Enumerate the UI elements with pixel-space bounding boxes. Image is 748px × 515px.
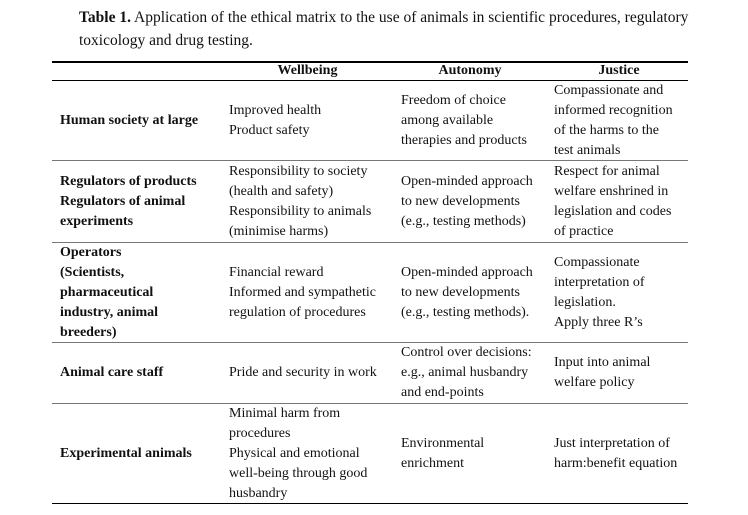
cell-text-line: Environmental	[401, 435, 485, 451]
cell-text-line: Experimental animals	[60, 445, 192, 461]
cell-text-line: welfare policy	[554, 375, 635, 390]
cell-text-line: procedures	[229, 425, 291, 441]
cell-text-line: harm:benefit equation	[554, 455, 678, 471]
cell-text-line: (health and safety)	[229, 183, 334, 199]
cell-text-line: Respect for animal	[554, 163, 660, 179]
row-label-cell	[60, 81, 225, 160]
header-autonomy: Autonomy	[438, 63, 502, 78]
table-caption-text: Application of the ethical matrix to the use of animals in scientific procedures, regulatory toxicology and drug testing.	[79, 9, 689, 49]
wellbeing-cell	[229, 161, 394, 242]
autonomy-cell	[401, 243, 551, 342]
autonomy-cell	[401, 81, 551, 160]
wellbeing-cell	[229, 243, 394, 342]
cell-text-line: Minimal harm from	[229, 405, 341, 421]
row-label-cell	[60, 243, 225, 342]
cell-text-line: test animals	[554, 142, 621, 158]
row-label-cell	[60, 343, 225, 403]
cell-text-line: (e.g., testing methods)	[401, 213, 526, 229]
wellbeing-cell	[229, 343, 394, 403]
justice-cell	[554, 161, 688, 242]
cell-text-line: Operators	[60, 244, 122, 260]
cell-text-line: Compassionate and	[554, 82, 664, 98]
cell-text-line: interpretation of	[554, 274, 645, 290]
cell-text-line: Informed and sympathetic	[229, 284, 376, 300]
cell-text-line: Financial reward	[229, 264, 324, 280]
cell-text-line: Open-minded approach	[401, 264, 533, 280]
cell-text-line: (minimise harms)	[229, 223, 329, 239]
cell-text-line: Human society at large	[60, 112, 199, 128]
cell-text-line: to new developments	[401, 284, 520, 300]
cell-text-line: Just interpretation of	[554, 435, 670, 451]
cell-text-line: of practice	[554, 223, 614, 239]
cell-text-line: Apply three R’s	[554, 314, 643, 330]
cell-text-line: Responsibility to society	[229, 163, 368, 179]
cell-text-line: Regulators of animal	[60, 193, 186, 209]
autonomy-cell	[401, 161, 551, 242]
cell-text-line: among available	[401, 112, 494, 128]
justice-cell	[554, 243, 688, 342]
cell-text-line: Responsibility to animals	[229, 203, 372, 219]
cell-text-line: Animal care staff	[60, 365, 164, 380]
cell-text-line: Physical and emotional	[229, 445, 360, 461]
row-label-cell	[60, 404, 225, 503]
cell-text-line: Pride and security in work	[229, 365, 377, 380]
cell-text-line: Product safety	[229, 122, 310, 138]
cell-text-line: enrichment	[401, 455, 464, 471]
cell-text-line: (Scientists,	[60, 264, 125, 280]
autonomy-cell	[401, 404, 551, 503]
cell-text-line: legislation and codes	[554, 203, 672, 219]
cell-text-line: regulation of procedures	[229, 304, 366, 320]
cell-text-line: and end-points	[401, 385, 484, 400]
cell-text-line: Compassionate	[554, 254, 640, 270]
justice-cell	[554, 404, 688, 503]
cell-text-line: welfare enshrined in	[554, 183, 669, 199]
cell-text-line: breeders)	[60, 324, 117, 340]
wellbeing-cell	[229, 81, 394, 160]
cell-text-line: Freedom of choice	[401, 92, 506, 108]
cell-text-line: to new developments	[401, 193, 520, 209]
cell-text-line: Input into animal	[554, 355, 651, 370]
cell-text-line: industry, animal	[60, 304, 159, 320]
cell-text-line: husbandry	[229, 485, 288, 501]
cell-text-line: Improved health	[229, 102, 322, 118]
table-caption-label: Table 1.	[79, 9, 131, 26]
cell-text-line: legislation.	[554, 294, 616, 310]
cell-text-line: Regulators of products	[60, 173, 197, 189]
autonomy-cell	[401, 343, 551, 403]
cell-text-line: experiments	[60, 213, 134, 229]
header-justice: Justice	[598, 63, 640, 78]
cell-text-line: Open-minded approach	[401, 173, 533, 189]
justice-cell	[554, 343, 688, 403]
cell-text-line: pharmaceutical	[60, 284, 154, 300]
header-wellbeing: Wellbeing	[277, 63, 338, 78]
wellbeing-cell	[229, 404, 394, 503]
cell-text-line: e.g., animal husbandry	[401, 365, 529, 380]
table-caption	[79, 6, 699, 52]
justice-cell	[554, 81, 688, 160]
cell-text-line: (e.g., testing methods).	[401, 304, 530, 320]
cell-text-line: therapies and products	[401, 132, 527, 148]
cell-text-line: well-being through good	[229, 465, 368, 481]
cell-text-line: of the harms to the	[554, 122, 659, 138]
cell-text-line: Control over decisions:	[401, 345, 532, 360]
cell-text-line: informed recognition	[554, 102, 673, 118]
row-label-cell	[60, 161, 225, 242]
